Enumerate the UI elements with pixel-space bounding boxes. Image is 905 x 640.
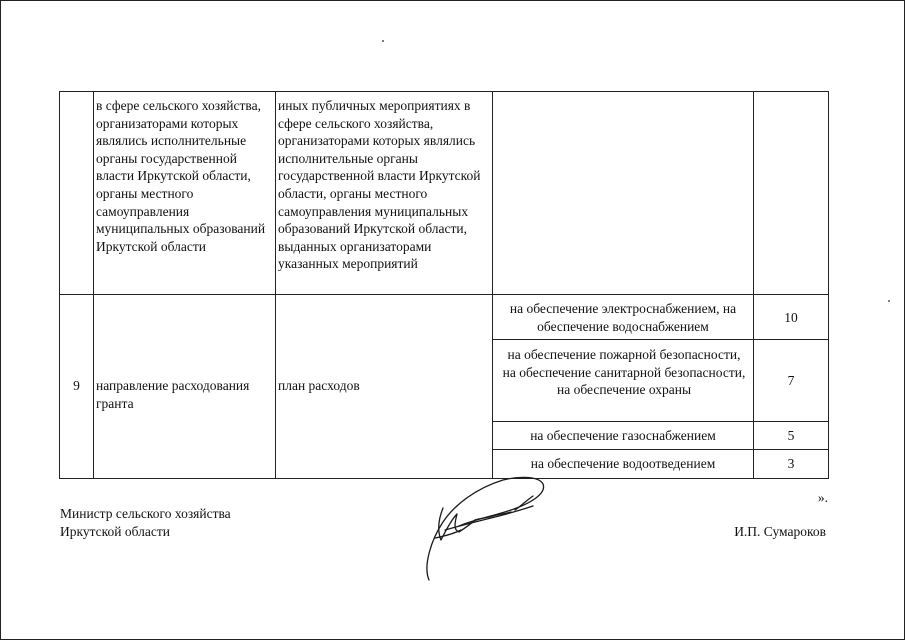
subrow-divider — [492, 339, 829, 340]
document-cell: план расходов — [278, 378, 360, 393]
scan-dot — [888, 300, 890, 302]
item-score-gas: 5 — [787, 428, 795, 443]
position-line-1: Министр сельского хозяйства — [60, 506, 231, 521]
table-border-top — [59, 91, 829, 92]
closing-quote: ». — [817, 490, 828, 505]
signatory-position — [60, 505, 320, 540]
item-text-electricity: на обеспечение электроснабжением, на обеспечение водоснабжением — [509, 301, 737, 334]
col-line — [492, 91, 493, 479]
item-text-drainage: на обеспечение водоотведением — [530, 456, 716, 471]
handwritten-signature — [415, 470, 565, 585]
scan-dot — [382, 40, 384, 42]
col-line — [753, 91, 754, 479]
cell-continuation-col2: в сфере сельского хозяйства, организаторами которых являлись исполнительные органы государственной власти Иркутской области, органы местного самоуправления муниципальных образований Иркутской области — [96, 98, 266, 254]
item-text-safety: на обеспечение пожарной безопасности, на обеспечение санитарной безопасности, на обеспечение охраны — [502, 347, 746, 398]
position-line-2: Иркутской области — [60, 523, 171, 539]
subrow-divider — [492, 421, 829, 422]
item-score-safety: 7 — [787, 373, 795, 388]
row-divider — [59, 294, 829, 295]
item-score-drainage: 3 — [787, 456, 795, 471]
signatory-name: И.П. Сумароков — [734, 524, 826, 539]
item-text-gas: на обеспечение газоснабжением — [530, 428, 716, 443]
item-score-electricity: 10 — [784, 310, 798, 325]
col-line — [828, 91, 829, 479]
cell-continuation-col3: иных публичных мероприятиях в сфере сельского хозяйства, организаторами которых являлись исполнительные органы государственной власти Иркутской области, органы местного самоуправления муниципальных образований Иркутской области, выданных организаторами указанных мероприятий — [278, 98, 481, 272]
col-line — [93, 91, 94, 479]
col-line — [59, 91, 60, 479]
criterion-cell: направление расходования гранта — [96, 378, 250, 411]
row-number: 9 — [73, 378, 80, 393]
subrow-divider — [492, 449, 829, 450]
